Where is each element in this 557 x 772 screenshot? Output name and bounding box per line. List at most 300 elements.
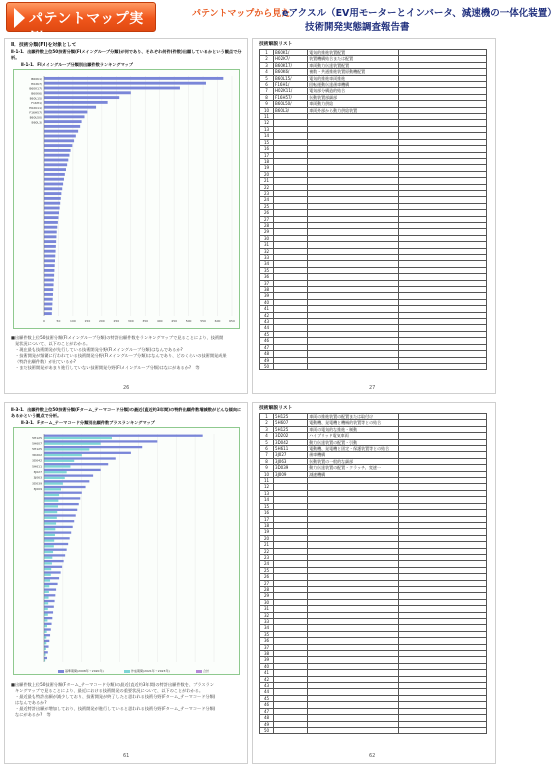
- page3-note-4: はなんであるか?: [15, 700, 47, 705]
- page2-heading: 技術解説リスト: [259, 42, 293, 47]
- x-tick-label: 250: [113, 319, 120, 323]
- page-number-61: 61: [123, 753, 130, 759]
- recent-period-bar: [44, 602, 48, 604]
- recent-period-bar: [44, 488, 61, 490]
- row-number: 43: [260, 319, 274, 325]
- ranking-bar: [44, 96, 119, 99]
- code-cell: B60K17/: [274, 62, 308, 68]
- ranking-bar: [44, 168, 66, 171]
- x-tick-label: 600: [214, 319, 221, 323]
- row-number: 47: [260, 344, 274, 350]
- recent-period-bar: [44, 539, 54, 541]
- arrow-icon: [14, 8, 25, 28]
- recent-period-bar: [44, 443, 101, 445]
- x-tick-label: 450: [171, 319, 178, 323]
- row-number: 6: [260, 446, 274, 452]
- category-label: 3D039: [32, 481, 42, 486]
- recent-period-bar: [44, 562, 52, 564]
- x-tick-label: 0: [43, 319, 45, 323]
- description-cell: 車両の電気的な推進・制動: [308, 426, 398, 432]
- category-label: 5H125: [32, 435, 42, 440]
- ranking-bar: [44, 77, 223, 80]
- row-number: 41: [260, 670, 274, 676]
- base-period-bar: [44, 611, 53, 613]
- row-number: 37: [260, 644, 274, 650]
- row-number: 2: [260, 420, 274, 426]
- header-subtitle: パテントマップから見た: [192, 9, 291, 19]
- code-cell: B60K1/: [274, 50, 308, 56]
- row-number: 7: [260, 88, 274, 94]
- row-number: 8: [260, 458, 274, 464]
- row-number: 22: [260, 548, 274, 554]
- base-period-bar: [44, 606, 54, 608]
- recent-period-bar: [44, 460, 74, 462]
- page3-note-5: ・最近特許出願が増加しており、技術開発が進行していると思われる技術分野(Fターム_テーマコード分類): [15, 706, 216, 711]
- ranking-bar: [44, 293, 53, 296]
- row-number: 35: [260, 267, 274, 273]
- row-number: 44: [260, 325, 274, 331]
- recent-period-bar: [44, 591, 49, 593]
- ranking-bar: [44, 274, 54, 277]
- ranking-bar: [44, 139, 74, 142]
- category-label: B60K6/: [31, 91, 42, 96]
- row-number: 33: [260, 619, 274, 625]
- ranking-bar: [44, 245, 56, 248]
- row-number: 5: [260, 75, 274, 81]
- category-label: 3J063: [33, 475, 42, 480]
- row-number: 19: [260, 529, 274, 535]
- row-number: 32: [260, 248, 274, 254]
- page-number-26: 26: [123, 385, 130, 391]
- description-cell: 伝動装置の一般的な細部: [308, 458, 398, 464]
- row-number: 20: [260, 535, 274, 541]
- recent-period-bar: [44, 505, 58, 507]
- category-label: 3D042: [32, 458, 42, 463]
- row-number: 31: [260, 242, 274, 248]
- recent-period-bar: [44, 500, 58, 502]
- ranking-bar: [44, 216, 58, 219]
- explanation-table-1: [259, 49, 487, 370]
- row-number: 4: [260, 433, 274, 439]
- recent-period-bar: [44, 614, 48, 616]
- code-cell: 3D042: [274, 439, 308, 445]
- ranking-bar: [44, 211, 59, 214]
- row-number: 32: [260, 612, 274, 618]
- row-number: 7: [260, 452, 274, 458]
- base-period-bar: [44, 640, 49, 642]
- recent-period-bar: [44, 534, 55, 536]
- code-cell: [274, 363, 308, 369]
- recent-period-bar: [44, 482, 63, 484]
- ranking-bar: [44, 283, 54, 286]
- x-tick-label: 550: [200, 319, 206, 323]
- code-cell: 5H125: [274, 414, 308, 420]
- code-cell: B60L50/: [274, 101, 308, 107]
- row-number: 17: [260, 516, 274, 522]
- row-number: 28: [260, 586, 274, 592]
- ranking-bar: [44, 221, 58, 224]
- ranking-bar: [44, 288, 53, 291]
- x-tick-label: 200: [98, 319, 105, 323]
- page1-note-6: ・まだ技術開発があまり進行していない技術開発分野(FIメイングループ分類)はなにがあるか? 等: [15, 365, 200, 370]
- row-number: 12: [260, 120, 274, 126]
- row-number: 8: [260, 94, 274, 100]
- description-cell: 伝動装置部細部: [308, 94, 398, 100]
- row-number: 42: [260, 676, 274, 682]
- page-27: [252, 38, 496, 394]
- ranking-chart: [13, 69, 240, 329]
- row-number: 18: [260, 522, 274, 528]
- base-period-bar: [44, 634, 50, 636]
- recent-period-bar: [44, 477, 65, 479]
- description-cell: 複数・共通推進装置原動機配置: [308, 69, 398, 75]
- ranking-chart-svg: [14, 70, 241, 330]
- report-title-line1: eアクスル（EV用モーターとインバータ、減速機の一体化装置）: [282, 8, 557, 19]
- page1-section: [11, 49, 243, 60]
- row-number: 43: [260, 683, 274, 689]
- row-number: 4: [260, 69, 274, 75]
- ranking-bar: [44, 255, 55, 258]
- x-tick-label: 650: [229, 319, 235, 323]
- ranking-bar: [44, 307, 52, 310]
- row-number: 26: [260, 574, 274, 580]
- row-number: 44: [260, 689, 274, 695]
- description-cell: 車両の推進装置の配置または取付け: [308, 414, 398, 420]
- base-period-bar: [44, 588, 56, 590]
- category-label: B60L50/: [29, 115, 42, 120]
- row-number: 33: [260, 255, 274, 261]
- ranking-bar: [44, 125, 80, 128]
- description-cell: 動力伝達装置の配置・引動: [308, 439, 398, 445]
- category-label: F16H57/: [29, 110, 42, 115]
- legend-recent-period: [124, 669, 170, 673]
- category-label: H02K7/: [31, 81, 42, 86]
- code-cell: 3J027: [274, 452, 308, 458]
- x-tick-label: 50: [56, 319, 61, 323]
- row-number: 15: [260, 139, 274, 145]
- description-cell: [308, 363, 398, 369]
- recent-period-bar: [44, 619, 47, 621]
- base-period-bar: [44, 560, 64, 562]
- row-number: 23: [260, 190, 274, 196]
- code-cell: H02K11/: [274, 88, 308, 94]
- row-number: 3: [260, 62, 274, 68]
- base-period-bar: [44, 543, 68, 545]
- code-cell: B60L15/: [274, 75, 308, 81]
- row-number: 49: [260, 721, 274, 727]
- page3-chart-title: Ⅱ-3-1．Fターム_テーマコード分類別出願件数ブラスランキングマップ: [21, 420, 155, 425]
- row-number: 34: [260, 625, 274, 631]
- description-cell: 車両動力伝達装置配置: [308, 62, 398, 68]
- plus-ranking-chart: [13, 427, 240, 675]
- ranking-bar: [44, 91, 131, 94]
- category-label: 3J027: [33, 470, 42, 475]
- row-number: 50: [260, 363, 274, 369]
- row-number: 41: [260, 306, 274, 312]
- row-number: 38: [260, 287, 274, 293]
- recent-period-bar: [44, 517, 57, 519]
- base-period-bar: [44, 526, 73, 528]
- category-label: B60K17/: [29, 86, 42, 91]
- table-row: [260, 363, 487, 369]
- page-26: [4, 38, 248, 394]
- ranking-bar: [44, 187, 62, 190]
- row-number: 29: [260, 229, 274, 235]
- description-cell: 電動機、発電機と固定・保護装置等との結合: [308, 446, 398, 452]
- row-number: 1: [260, 50, 274, 56]
- ranking-bar: [44, 303, 52, 306]
- row-number: 9: [260, 465, 274, 471]
- base-period-bar: [44, 594, 55, 596]
- row-number: 50: [260, 727, 274, 733]
- ranking-bar: [44, 154, 69, 157]
- ranking-bar: [44, 250, 56, 253]
- legend-base-period: [58, 669, 104, 673]
- x-tick-label: 150: [84, 319, 91, 323]
- row-number: 27: [260, 580, 274, 586]
- row-number: 45: [260, 331, 274, 337]
- row-number: 25: [260, 203, 274, 209]
- row-number: 30: [260, 235, 274, 241]
- recent-period-bar: [44, 648, 46, 650]
- base-period-bar: [44, 503, 79, 505]
- recent-period-bar: [44, 551, 53, 553]
- row-number: 30: [260, 599, 274, 605]
- row-number: 17: [260, 152, 274, 158]
- description-cell: 電気的推進車両推進: [308, 75, 398, 81]
- row-number: 46: [260, 338, 274, 344]
- ranking-bar: [44, 120, 82, 123]
- base-period-bar: [44, 486, 86, 488]
- base-period-bar: [44, 566, 62, 568]
- row-number: 18: [260, 158, 274, 164]
- description-cell: 車両動力供給: [308, 101, 398, 107]
- row-number: 38: [260, 651, 274, 657]
- table-row: [260, 727, 487, 733]
- recent-period-bar: [44, 642, 46, 644]
- plus-ranking-chart-svg: [14, 428, 241, 668]
- base-period-bar: [44, 440, 157, 442]
- row-number: 1: [260, 414, 274, 420]
- page-62: [252, 402, 496, 764]
- page1-chart-title: Ⅱ-1-1．FIメイングループ分類別出願件数ランキングマップ: [21, 62, 133, 67]
- blank-cell: [398, 363, 486, 369]
- ranking-bar: [44, 101, 108, 104]
- category-label: 5H611: [32, 464, 42, 469]
- category-label: H02K11/: [29, 105, 42, 110]
- base-period-bar: [44, 623, 52, 625]
- code-cell: H02K7/: [274, 56, 308, 62]
- recent-period-bar: [44, 465, 70, 467]
- base-period-bar: [44, 520, 74, 522]
- recent-period-bar: [44, 448, 89, 450]
- base-period-bar: [44, 600, 55, 602]
- page1-note-4: ・技術開発が頻繁に行われている技術開発分野(FIメイングループ分類)はなんであり、どのくらいの技術開発成果: [15, 353, 227, 358]
- row-number: 10: [260, 107, 274, 113]
- ranking-bar: [44, 231, 57, 234]
- code-cell: 3D039: [274, 465, 308, 471]
- row-number: 40: [260, 663, 274, 669]
- base-period-bar: [44, 571, 61, 573]
- code-cell: 5H125: [274, 426, 308, 432]
- x-tick-label: 500: [185, 319, 192, 323]
- ranking-bar: [44, 82, 206, 85]
- row-number: 16: [260, 510, 274, 516]
- legend-recent-label: 作成期間(2021年～2023年): [131, 669, 170, 673]
- base-period-bar: [44, 645, 49, 647]
- row-number: 9: [260, 101, 274, 107]
- ranking-bar: [44, 259, 55, 262]
- base-period-bar: [44, 583, 58, 585]
- row-number: 3: [260, 426, 274, 432]
- base-period-bar: [44, 435, 203, 437]
- recent-period-bar: [44, 494, 59, 496]
- recent-period-bar: [44, 608, 48, 610]
- code-cell: 5H607: [274, 420, 308, 426]
- legend-total: [196, 669, 209, 673]
- recent-period-bar: [44, 568, 51, 570]
- page3-note-6: なにがあるか? 等: [15, 712, 51, 717]
- row-number: 25: [260, 567, 274, 573]
- recent-period-bar: [44, 579, 50, 581]
- recent-period-bar: [44, 585, 49, 587]
- ranking-bar: [44, 159, 68, 162]
- ranking-bar: [44, 115, 84, 118]
- base-period-bar: [44, 452, 131, 454]
- base-period-bar: [44, 617, 52, 619]
- page3-note-2: キングマップで見ることにより、最近における技術開発の重要状況について、以下のことがわかる。: [15, 688, 204, 693]
- row-number: 35: [260, 631, 274, 637]
- description-cell: 電動機、発電機と機械的装置等との結合: [308, 420, 398, 426]
- base-period-bar: [44, 492, 82, 494]
- row-number: 24: [260, 197, 274, 203]
- ranking-bar: [44, 279, 54, 282]
- row-number: 28: [260, 222, 274, 228]
- ranking-bar: [44, 106, 96, 109]
- row-number: 34: [260, 261, 274, 267]
- category-label: 5H607: [32, 441, 42, 446]
- recent-period-bar: [44, 471, 67, 473]
- row-number: 29: [260, 593, 274, 599]
- row-number: 23: [260, 554, 274, 560]
- row-number: 37: [260, 280, 274, 286]
- ranking-bar: [44, 163, 67, 166]
- base-period-bar: [44, 497, 80, 499]
- recent-period-bar: [44, 522, 56, 524]
- row-number: 39: [260, 293, 274, 299]
- base-period-bar: [44, 509, 77, 511]
- row-number: 40: [260, 299, 274, 305]
- page1-note-5: （特許出願件数）が出ているか?: [15, 359, 76, 364]
- row-number: 15: [260, 503, 274, 509]
- page3-section-text: Ⅱ-3-1．出願件数上位50技術分類(Fターム_テーマコード分類)の最近(直近約3年間)の特許出願件数増減数がどんな傾向にあるかという観点で分析。: [11, 407, 242, 418]
- page-number-62: 62: [369, 753, 376, 759]
- code-cell: B60L3/: [274, 107, 308, 113]
- base-period-bar: [44, 469, 101, 471]
- base-period-bar: [44, 537, 70, 539]
- code-cell: [274, 727, 308, 733]
- base-period-bar: [44, 514, 76, 516]
- description-cell: 動力伝達装置の配置・クラッチ、変速一: [308, 465, 398, 471]
- base-period-bar: [44, 651, 48, 653]
- x-tick-label: 300: [127, 319, 134, 323]
- ranking-bar: [44, 269, 54, 272]
- row-number: 36: [260, 274, 274, 280]
- row-number: 22: [260, 184, 274, 190]
- base-period-bar: [44, 463, 108, 465]
- report-title-line2: 技術開発実態調査報告書: [305, 22, 410, 33]
- row-number: 47: [260, 708, 274, 714]
- ranking-bar: [44, 202, 60, 205]
- row-number: 20: [260, 171, 274, 177]
- base-period-bar: [44, 457, 116, 459]
- row-number: 16: [260, 146, 274, 152]
- ranking-bar: [44, 240, 56, 243]
- page3-note-1: ■出願件数上位50技術分類(Fターム_テーマコード分類)の最近(直近約3年間)の特許出願件数を、プラスラン: [11, 682, 214, 687]
- description-cell: 歯車機構: [308, 452, 398, 458]
- code-cell: 3D202: [274, 433, 308, 439]
- row-number: 5: [260, 439, 274, 445]
- row-number: 21: [260, 542, 274, 548]
- page1-note-2: 発状況について、以下のことがわかる。: [15, 341, 91, 346]
- base-period-bar: [44, 577, 59, 579]
- row-number: 42: [260, 312, 274, 318]
- base-period-bar: [44, 531, 71, 533]
- description-cell: 車両外部から動力供給装置: [308, 107, 398, 113]
- recent-period-bar: [44, 574, 51, 576]
- row-number: 26: [260, 210, 274, 216]
- page3-note-3: ・最近最も特許出願が減少しており、技術開発が終了したと思われる技術分野(Fターム_テーマコード分類): [15, 694, 216, 699]
- recent-period-bar: [44, 625, 47, 627]
- recent-period-bar: [44, 454, 82, 456]
- recent-period-bar: [44, 511, 57, 513]
- recent-period-bar: [44, 545, 54, 547]
- row-number: 12: [260, 484, 274, 490]
- row-number: 27: [260, 216, 274, 222]
- page4-heading: 技術解説リスト: [259, 406, 293, 411]
- ranking-bar: [44, 298, 53, 301]
- page1-note-1: ■出願件数上位50技術分類(FIメイングループ分類)の特許出願件数をランキングマップで見ることにより、技術開: [11, 335, 224, 340]
- row-number: 13: [260, 490, 274, 496]
- ranking-bar: [44, 87, 180, 90]
- row-number: 36: [260, 638, 274, 644]
- ranking-bar: [44, 312, 52, 315]
- page-number-27: 27: [369, 385, 376, 391]
- row-number: 14: [260, 497, 274, 503]
- x-tick-label: 100: [70, 319, 76, 323]
- explanation-table-2: [259, 413, 487, 734]
- patent-map-badge: [6, 2, 156, 32]
- code-cell: 3J063: [274, 458, 308, 464]
- description-cell: 電気的推進装置配置: [308, 50, 398, 56]
- category-label: B60L3/: [31, 120, 42, 125]
- report-header: [0, 0, 557, 36]
- row-number: 6: [260, 82, 274, 88]
- row-number: 21: [260, 178, 274, 184]
- description-cell: 回転運動伝達歯車機構: [308, 82, 398, 88]
- code-cell: F16H57/: [274, 94, 308, 100]
- recent-period-bar: [44, 636, 46, 638]
- row-number: 46: [260, 702, 274, 708]
- row-number: 19: [260, 165, 274, 171]
- code-cell: 3J009: [274, 471, 308, 477]
- ranking-bar: [44, 135, 76, 138]
- description-cell: 装置機構結合または配置: [308, 56, 398, 62]
- base-period-bar: [44, 628, 51, 630]
- row-number: 2: [260, 56, 274, 62]
- ranking-bar: [44, 130, 78, 133]
- ranking-bar: [44, 149, 71, 152]
